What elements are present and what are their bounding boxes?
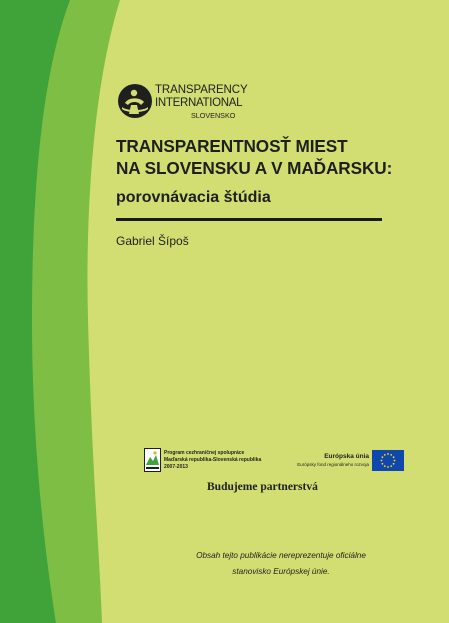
disclaimer-line-2: stanovisko Európskej únie. (232, 567, 330, 576)
eu-flag-icon (372, 450, 404, 471)
slogan: Budujeme partnerstvá (207, 481, 318, 493)
logo-line-1: TRANSPARENCY (155, 84, 248, 96)
title-line-1: TRANSPARENTNOSŤ MIEST (116, 136, 348, 156)
program-text (164, 450, 261, 471)
program-logo-icon (144, 448, 161, 472)
title-divider (116, 218, 382, 221)
organization-logo (117, 82, 277, 128)
logo-text (155, 84, 248, 121)
program-line-1: Program cezhraničnej spolupráce (164, 450, 245, 456)
eu-text (268, 452, 369, 468)
transparency-international-logo-icon (117, 83, 153, 119)
document-subtitle: porovnávacia štúdia (116, 189, 271, 206)
document-title (116, 135, 396, 179)
logo-line-2: INTERNATIONAL (155, 97, 243, 109)
author-name: Gabriel Šípoš (116, 234, 189, 248)
logo-line-3: SLOVENSKO (191, 111, 236, 120)
title-line-2: NA SLOVENSKU A V MAĎARSKU: (116, 158, 393, 178)
program-line-2: Maďarská republika-Slovenská republika (164, 457, 262, 463)
disclaimer (166, 548, 396, 580)
eu-subtitle: Európsky fond regionálneho rozvoja (297, 462, 369, 467)
eu-title: Európska únia (324, 453, 369, 460)
disclaimer-line-1: Obsah tejto publikácie nereprezentuje oficiálne (196, 551, 366, 560)
program-line-3: 2007-2013 (164, 464, 188, 470)
